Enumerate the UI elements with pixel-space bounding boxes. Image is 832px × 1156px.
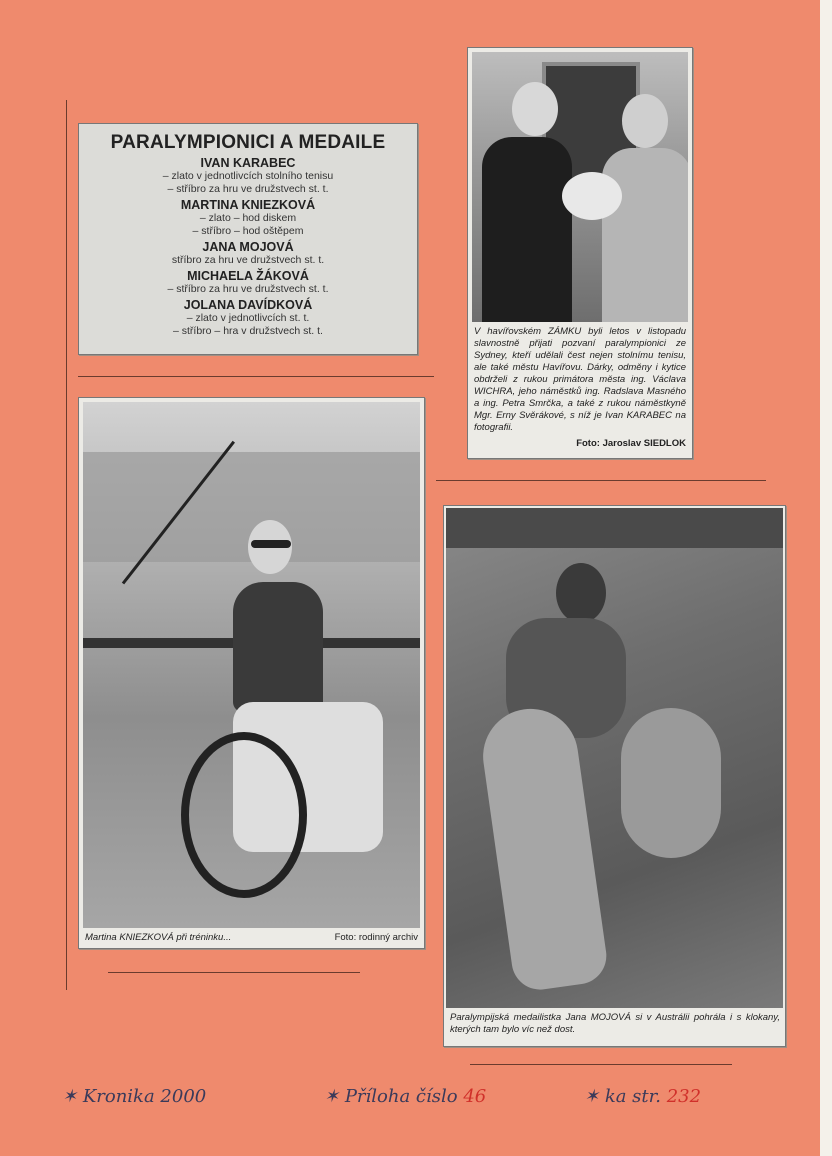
medal-line: – stříbro za hru ve družstvech st. t. xyxy=(167,283,329,295)
medal-line: stříbro za hru ve družstvech st. t. xyxy=(171,254,325,266)
kangaroo-caption: Paralympijská medailistka Jana MOJOVÁ si v Austrálii pohrála i s klokany, kterých tam bylo víc než dost. xyxy=(450,1012,780,1035)
kangaroo-clipping xyxy=(443,505,786,1047)
athlete-name: MICHAELA ŽÁKOVÁ xyxy=(187,269,309,283)
medals-title: PARALYMPIONICI A MEDAILE xyxy=(110,132,386,153)
appendix-number: 46 xyxy=(463,1086,487,1107)
training-clipping xyxy=(78,397,425,949)
castle-caption: V havířovském ZÁMKU byli letos v listopadu slavnostně přijati pozvaní paralympionici ze Sydney, kteří udělali čest nejen stolnímu tenisu, ale také městu Havířovu. Dárky, odměny i kytice obdrželi z rukou primátora města ing. Václava WICHRA, jeho náměstků ing. Radslava Masného a ing. Petra Smrčka, a také z rukou náměstkyně Mgr. Erny Svěrákové, s níž je Ivan KARABEC na fotografii. xyxy=(474,326,686,433)
castle-clipping xyxy=(467,47,693,459)
medal-line: – stříbro – hra v družstvech st. t. xyxy=(173,325,323,337)
kangaroo-large xyxy=(477,703,610,993)
medal-line: – zlato – hod diskem xyxy=(199,212,297,224)
medal-line: – zlato v jednotlivcích stolního tenisu xyxy=(162,170,334,182)
training-photo-credit: Foto: rodinný archiv xyxy=(334,932,418,943)
page-note xyxy=(584,1086,701,1107)
kangaroo-small xyxy=(621,708,721,858)
athlete-entry xyxy=(79,269,417,296)
wheelchair-wheel xyxy=(181,732,307,898)
athlete-name: MARTINA KNIEZKOVÁ xyxy=(180,198,316,212)
training-caption: Martina KNIEZKOVÁ při tréninku... xyxy=(85,932,232,943)
medal-line: – zlato v jednotlivcích st. t. xyxy=(186,312,310,324)
appendix-note xyxy=(324,1086,486,1107)
page-label: ka str. xyxy=(604,1086,661,1107)
training-photo xyxy=(83,402,420,928)
left-margin-line xyxy=(66,100,67,990)
divider-line xyxy=(78,376,434,377)
asterisk-icon: ✶ xyxy=(62,1086,83,1107)
man-head xyxy=(512,82,558,136)
castle-photo-credit: Foto: Jaroslav SIEDLOK xyxy=(576,438,686,449)
athlete-name: IVAN KARABEC xyxy=(200,156,296,170)
athlete-entry xyxy=(79,240,417,267)
athlete-name: JANA MOJOVÁ xyxy=(202,240,294,254)
medal-line: – stříbro za hru ve družstvech st. t. xyxy=(167,183,329,195)
asterisk-icon: ✶ xyxy=(324,1086,345,1107)
flower-bouquet xyxy=(562,172,622,220)
medal-line: – stříbro – hod oštěpem xyxy=(192,225,304,237)
woman-head xyxy=(622,94,668,148)
chronicle-note xyxy=(62,1086,206,1107)
page-edge xyxy=(820,0,832,1156)
medals-clipping xyxy=(78,123,418,355)
athlete-list xyxy=(79,156,417,338)
athlete-top xyxy=(233,582,323,712)
athlete-name: JOLANA DAVÍDKOVÁ xyxy=(183,298,313,312)
athlete-entry xyxy=(79,156,417,196)
man-suit xyxy=(482,137,572,322)
page-number: 232 xyxy=(666,1086,702,1107)
divider-line xyxy=(470,1064,732,1065)
appendix-label: Příloha číslo xyxy=(344,1086,458,1107)
woman-head xyxy=(556,563,606,623)
kangaroo-photo xyxy=(446,508,783,1008)
fence xyxy=(446,508,783,548)
sunglasses xyxy=(251,540,291,548)
castle-photo xyxy=(472,52,688,322)
athlete-entry xyxy=(79,198,417,238)
athlete-entry xyxy=(79,298,417,338)
chronicle-label: Kronika 2000 xyxy=(82,1086,207,1107)
woman-jacket xyxy=(602,148,688,322)
asterisk-icon: ✶ xyxy=(584,1086,605,1107)
divider-line xyxy=(108,972,360,973)
divider-line xyxy=(436,480,766,481)
